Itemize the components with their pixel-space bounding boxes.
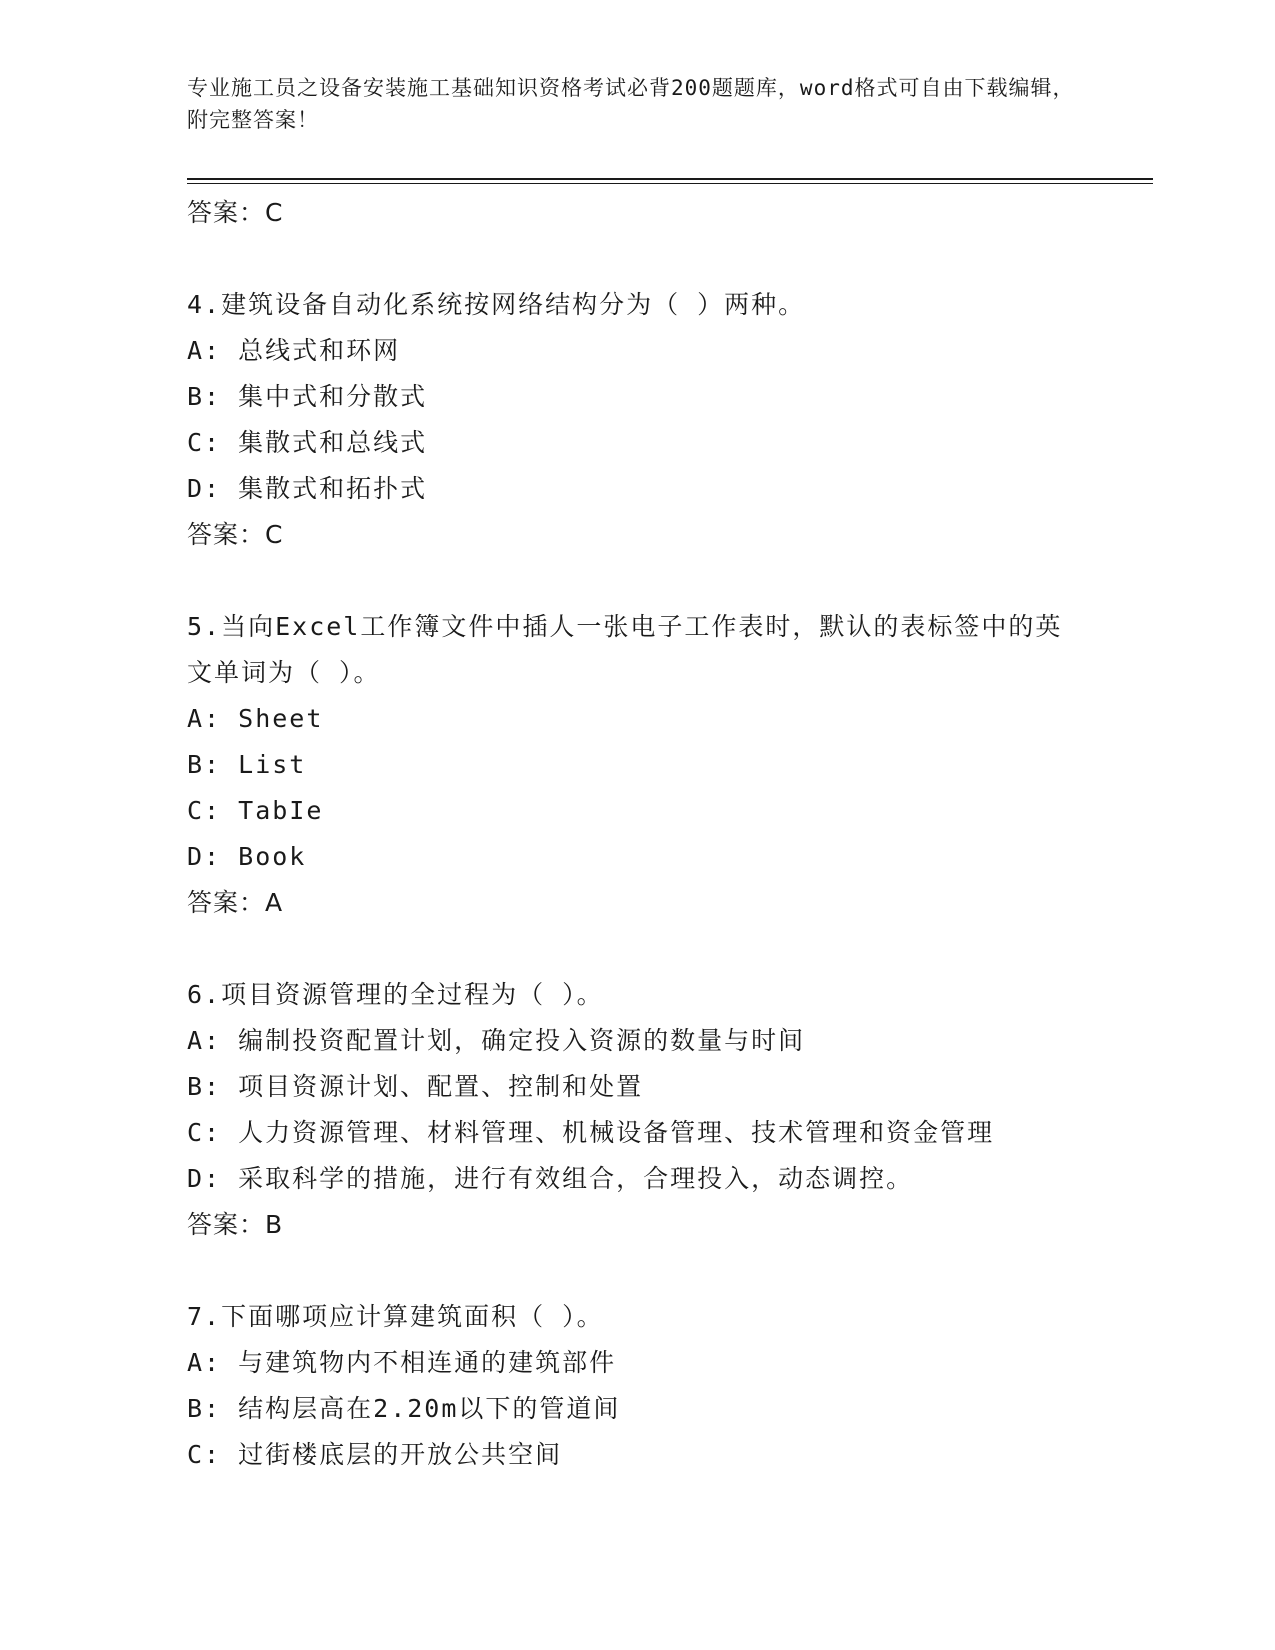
option-a: A: 总线式和环网 xyxy=(187,336,401,365)
question-list xyxy=(187,190,1087,1478)
option-d: D: 采取科学的措施，进行有效组合，合理投入，动态调控。 xyxy=(187,1164,914,1193)
option-a: A: 编制投资配置计划，确定投入资源的数量与时间 xyxy=(187,1026,806,1055)
option-b: B: 集中式和分散式 xyxy=(187,382,428,411)
question-text: 4.建筑设备自动化系统按网络结构分为（ ）两种。 xyxy=(187,290,806,319)
answer-line: 答案：C xyxy=(187,520,284,549)
answer-line: 答案：C xyxy=(187,198,284,227)
option-c: C: 集散式和总线式 xyxy=(187,428,428,457)
spacer xyxy=(187,926,1087,972)
document-header: 专业施工员之设备安装施工基础知识资格考试必背200题题库，word格式可自由下载编辑，附完整答案！ xyxy=(187,76,1075,132)
option-d: D: 集散式和拓扑式 xyxy=(187,474,428,503)
option-b: B: 结构层高在2.20m以下的管道间 xyxy=(187,1394,621,1423)
spacer xyxy=(187,236,1087,282)
header-divider-thin xyxy=(187,183,1153,184)
option-c: C: 过街楼底层的开放公共空间 xyxy=(187,1440,563,1469)
option-c: C: 人力资源管理、材料管理、机械设备管理、技术管理和资金管理 xyxy=(187,1118,995,1147)
option-a: A: 与建筑物内不相连通的建筑部件 xyxy=(187,1348,617,1377)
option-b: B: 项目资源计划、配置、控制和处置 xyxy=(187,1072,644,1101)
header-divider-thick xyxy=(187,178,1153,180)
question-text: 6.项目资源管理的全过程为（ ）。 xyxy=(187,980,604,1009)
answer-line: 答案：B xyxy=(187,1210,284,1239)
option-d: D: Book xyxy=(187,842,307,871)
spacer xyxy=(187,558,1087,604)
question-text: 7.下面哪项应计算建筑面积（ ）。 xyxy=(187,1302,604,1331)
question-text: 5.当向Excel工作簿文件中插人一张电子工作表时，默认的表标签中的英文单词为（ ）。 xyxy=(187,612,1063,687)
spacer xyxy=(187,1248,1087,1294)
option-a: A: Sheet xyxy=(187,704,324,733)
option-b: B: List xyxy=(187,750,307,779)
option-c: C: TabIe xyxy=(187,796,324,825)
answer-line: 答案：A xyxy=(187,888,284,917)
